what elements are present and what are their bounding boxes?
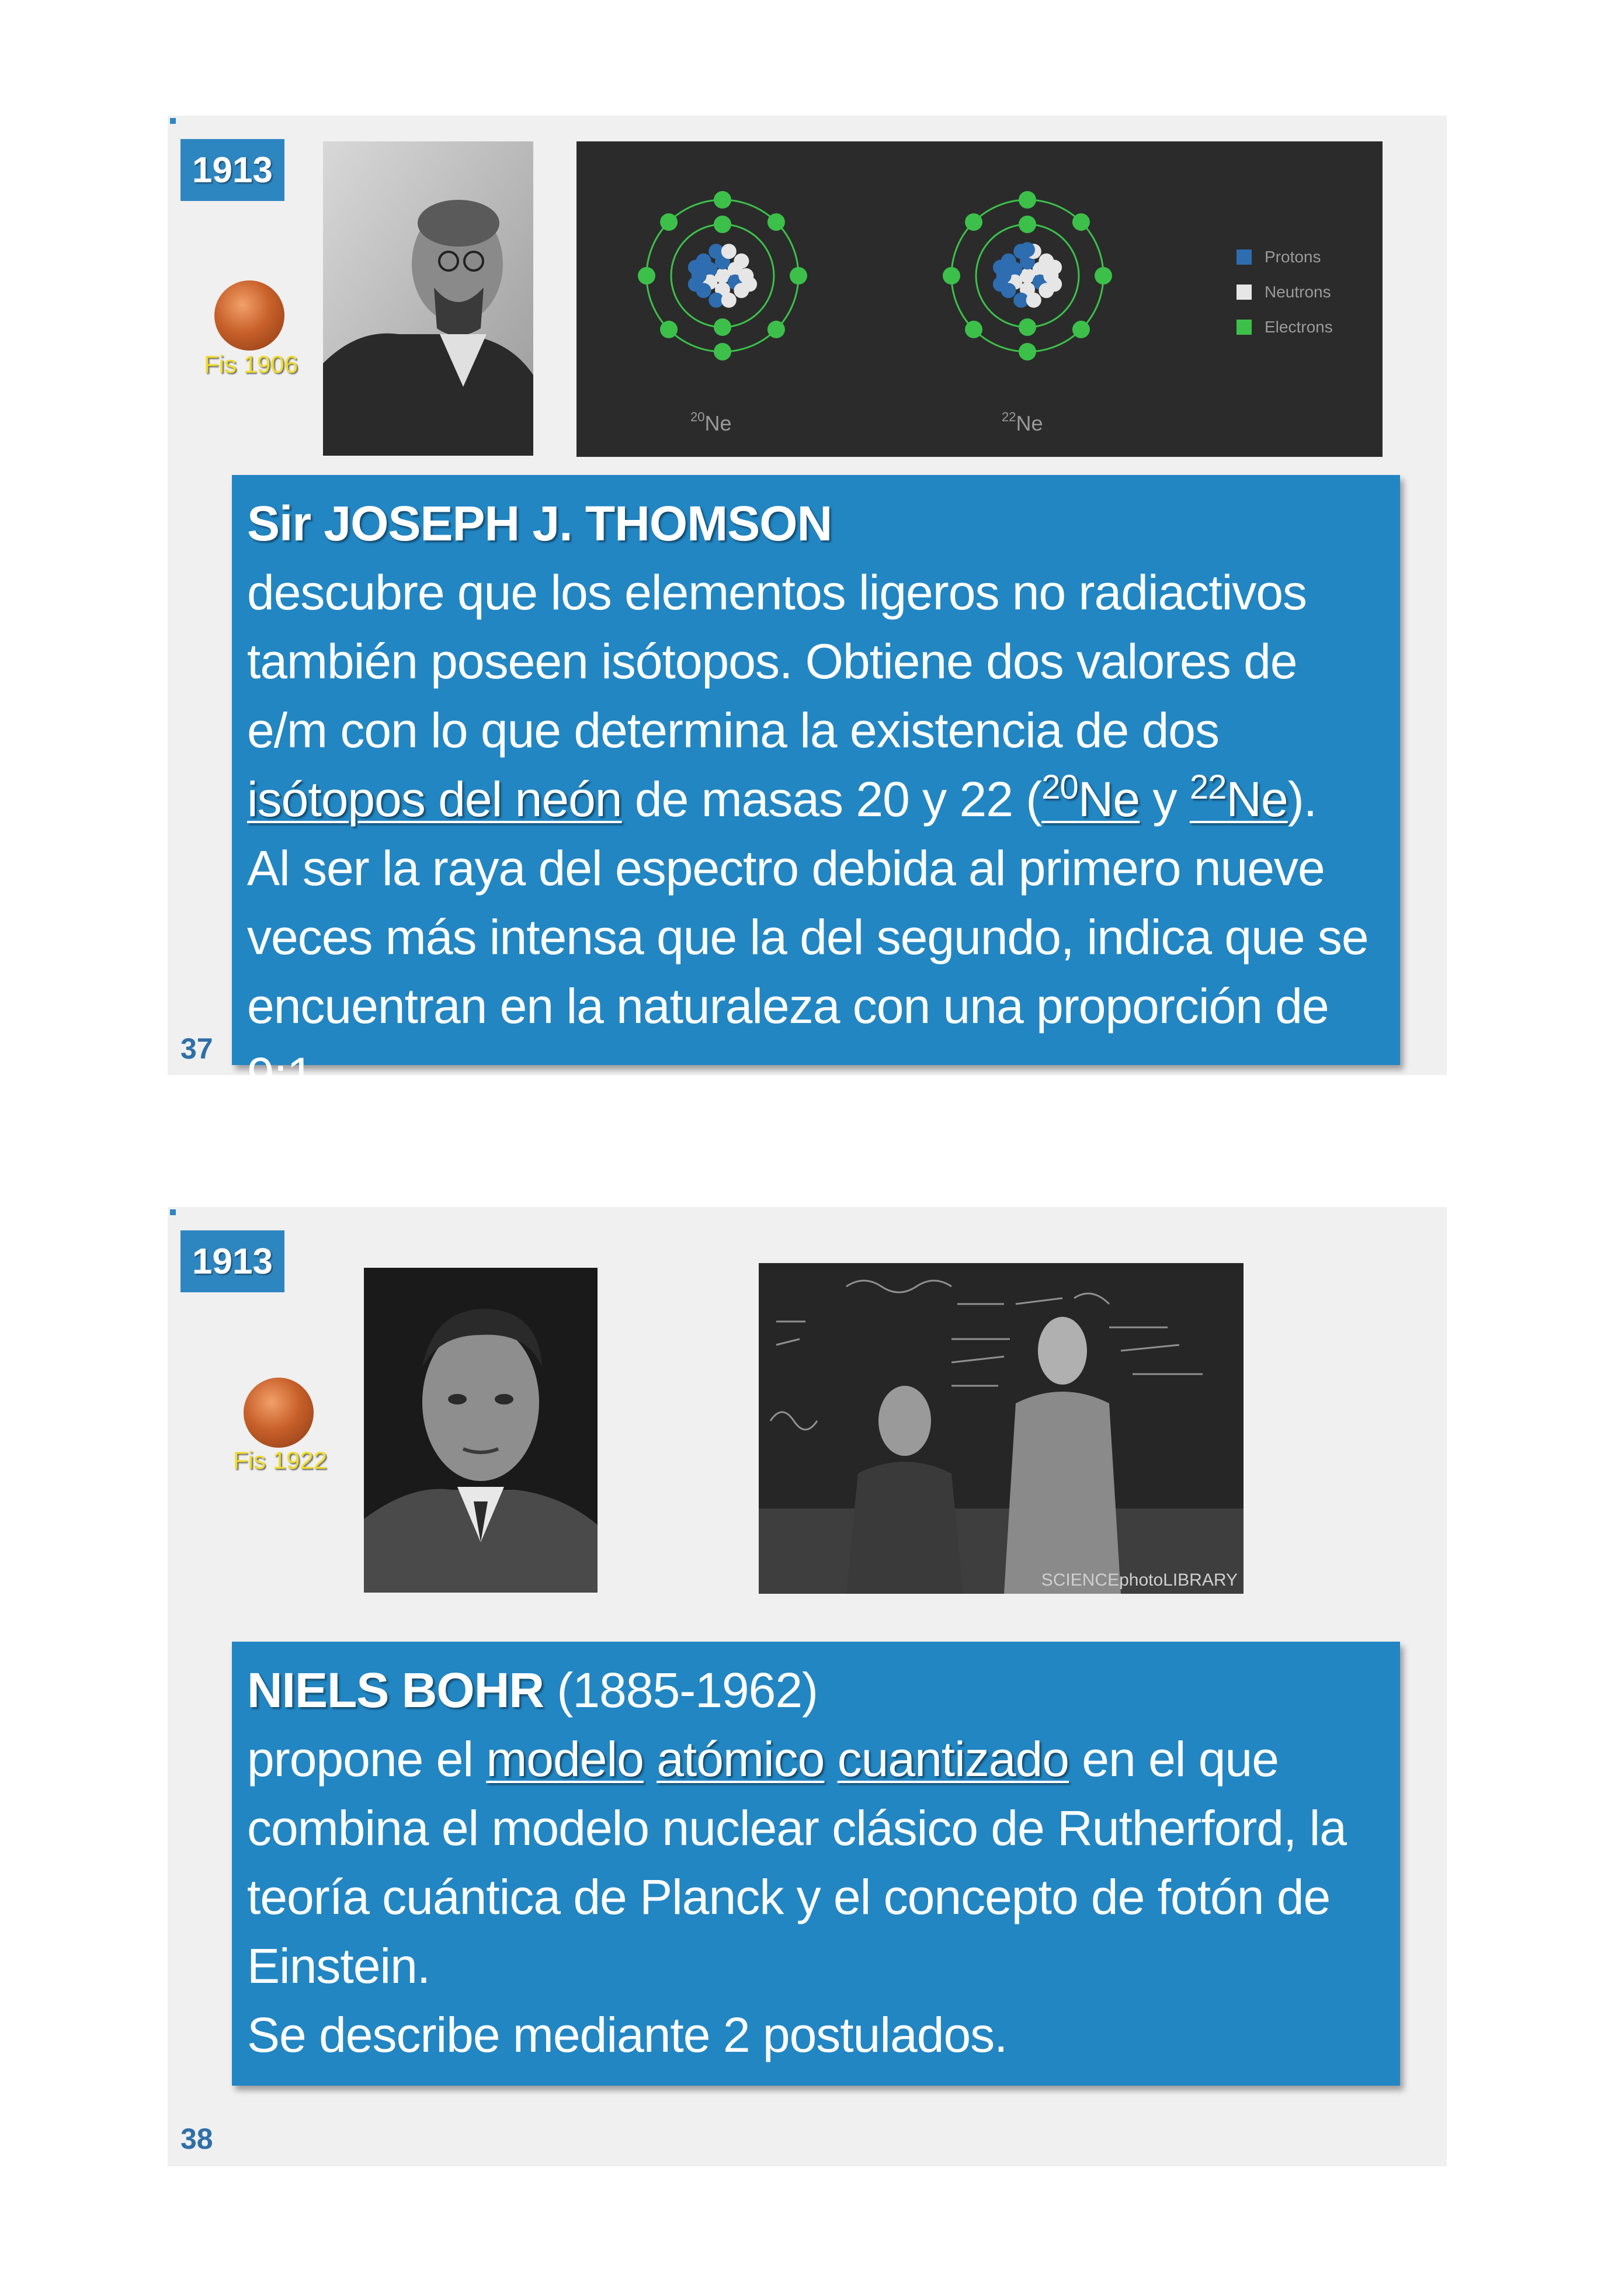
ne22-link[interactable]: $^{22}$Ne bbox=[1189, 768, 1288, 827]
bohr-blackboard-photo bbox=[759, 1263, 1244, 1594]
nucleon-1-17 bbox=[688, 260, 703, 275]
cuantizado-link[interactable]: cuantizado bbox=[837, 1732, 1069, 1787]
neon-isotopes-link[interactable]: isótopos del neón bbox=[247, 772, 622, 827]
isotope-label-20: $^{20}$Ne bbox=[690, 410, 732, 435]
thomson-portrait bbox=[323, 141, 533, 456]
nobel-medal-icon bbox=[244, 1378, 314, 1448]
electron-1-outer-2 bbox=[714, 343, 731, 360]
bohr-paragraph-2: Se describe mediante 2 postulados. bbox=[247, 2007, 1008, 2062]
nucleon-2-19 bbox=[993, 276, 1008, 292]
neon-isotopes-diagram bbox=[576, 141, 1383, 457]
electron-2-inner-1 bbox=[1019, 216, 1036, 233]
nucleon-1-16 bbox=[721, 293, 737, 308]
isotope-label-22: $^{22}$Ne bbox=[1002, 410, 1043, 435]
slide-37 bbox=[168, 116, 1447, 1102]
legend-neutrons: Neutrons bbox=[1237, 275, 1333, 310]
scientist-name: Sir JOSEPH J. THOMSON bbox=[247, 496, 832, 551]
nobel-medal-label: Fis 1906 bbox=[204, 351, 298, 378]
electron-2-outer-6 bbox=[1019, 191, 1036, 209]
ne20-link[interactable]: $^{20}$Ne bbox=[1041, 768, 1140, 827]
electron-1-outer-3 bbox=[660, 321, 678, 338]
nobel-medal-label: Fis 1922 bbox=[233, 1447, 328, 1474]
diagram-legend bbox=[1237, 240, 1333, 345]
electron-2-outer-3 bbox=[965, 321, 982, 338]
legend-protons: Protons bbox=[1237, 240, 1333, 275]
electron-2-outer-1 bbox=[1072, 321, 1090, 338]
electron-2-outer-2 bbox=[1019, 343, 1036, 360]
electron-2-outer-4 bbox=[943, 267, 960, 285]
nucleon-2-21 bbox=[1020, 242, 1035, 257]
slide-38 bbox=[168, 1207, 1447, 2166]
nobel-medal-icon bbox=[214, 280, 284, 351]
year-badge: 1913 bbox=[180, 139, 284, 201]
thomson-paragraph-2: Al ser la raya del espectro debida al primero nueve veces más intensa que la del segundo, indica que se encuentran en la naturaleza con una proporción de 9:1. bbox=[247, 841, 1369, 1102]
legend-electrons: Electrons bbox=[1237, 310, 1333, 345]
thomson-text-box bbox=[232, 475, 1400, 1102]
electron-1-outer-0 bbox=[790, 267, 807, 285]
photo-watermark: SCIENCEphotoLIBRARY bbox=[1041, 1570, 1238, 1590]
bohr-paragraph-1: propone el modelo atómico cuantizado en el que combina el modelo nuclear clásico de Rutherford, la teoría cuántica de Planck y el concepto de fotón de Einstein. bbox=[247, 1732, 1347, 1993]
nucleon-1-19 bbox=[688, 276, 703, 292]
scientist-years: (1885-1962) bbox=[544, 1663, 818, 1718]
corner-marker bbox=[170, 1209, 176, 1215]
modelo-link[interactable]: modelo bbox=[486, 1732, 644, 1787]
electron-1-outer-1 bbox=[767, 321, 785, 338]
electron-1-outer-5 bbox=[660, 213, 678, 231]
electron-2-inner-0 bbox=[1019, 318, 1036, 336]
atomico-link[interactable]: atómico bbox=[657, 1732, 825, 1787]
electron-2-outer-0 bbox=[1095, 267, 1112, 285]
nucleon-2-20 bbox=[1047, 260, 1062, 275]
nucleon-1-18 bbox=[742, 276, 757, 292]
nucleon-2-17 bbox=[993, 260, 1008, 275]
nucleon-2-16 bbox=[1026, 293, 1041, 308]
page-number: 38 bbox=[180, 2122, 213, 2155]
nucleon-2-18 bbox=[1047, 276, 1062, 292]
electron-1-inner-0 bbox=[714, 318, 731, 336]
bohr-portrait bbox=[364, 1268, 598, 1593]
nucleon-1-14 bbox=[721, 244, 737, 259]
page-number: 37 bbox=[180, 1032, 213, 1065]
scientist-name: NIELS BOHR bbox=[247, 1663, 544, 1718]
electron-2-outer-7 bbox=[1072, 213, 1090, 231]
thomson-paragraph-1: descubre que los elementos ligeros no radiactivos también poseen isótopos. Obtiene dos valores de e/m con lo que determina la existencia de dos isótopos del neón de masas 20 y 22 ($^{20}$Ne y $^{22}$Ne). bbox=[247, 565, 1317, 827]
electron-1-outer-4 bbox=[638, 267, 655, 285]
nucleon-1-10 bbox=[734, 254, 749, 269]
electron-1-outer-6 bbox=[714, 191, 731, 209]
corner-marker bbox=[170, 118, 176, 124]
bohr-text-box bbox=[232, 1642, 1400, 2086]
electron-1-inner-1 bbox=[714, 216, 731, 233]
electron-2-outer-5 bbox=[965, 213, 982, 231]
electron-1-outer-7 bbox=[767, 213, 785, 231]
year-badge: 1913 bbox=[180, 1230, 284, 1292]
